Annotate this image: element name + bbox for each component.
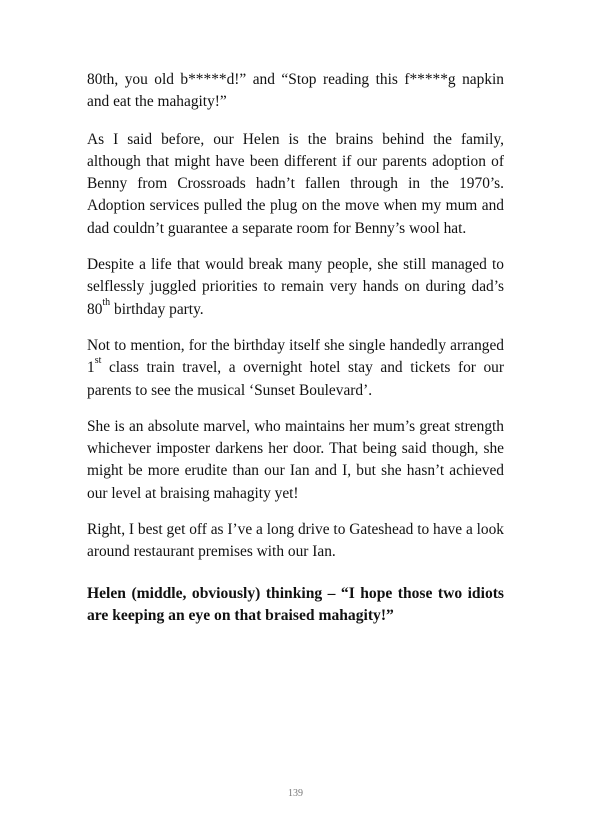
paragraph-5: She is an absolute marvel, who maintains her mum’s great strength whichever imposter darkens her door. That being said though, she might be more erudite than our Ian and I, but she hasn’t achieved our level at braising mahagity yet!: [87, 417, 504, 502]
ordinal-superscript: th: [102, 296, 111, 308]
ordinal-superscript: st: [94, 355, 102, 367]
paragraph-3-text-start: Despite a life that would break many people, she still managed to selflessly juggled priorities to remain very hands on during dad’s 80: [87, 256, 504, 318]
caption-paragraph: Helen (middle, obviously) thinking – “I hope those two idiots are keeping an eye on that braised mahagity!”: [87, 584, 504, 624]
paragraph-4-text-end: class train travel, a overnight hotel stay and tickets for our parents to see the musical ‘Sunset Boulevard’.: [87, 359, 504, 399]
paragraph-3: [87, 254, 504, 321]
page-number: 139: [288, 788, 303, 799]
paragraph-6: Right, I best get off as I’ve a long drive to Gateshead to have a look around restaurant premises with our Ian.: [87, 521, 504, 561]
paragraph-4-text-start: Not to mention, for the birthday itself she single handedly arranged 1: [87, 336, 504, 377]
page-body: [87, 69, 504, 641]
paragraph-2: As I said before, our Helen is the brains behind the family, although that might have been different if our parents adoption of Benny from Crossroads hadn’t fallen through in the 1970’s. Adoption services pulled the plug on the move when my mum and dad couldn’t guarantee a separate room for Benny’s wool hat.: [87, 130, 504, 237]
paragraph-4: [87, 335, 504, 402]
paragraph-1: 80th, you old b*****d!” and “Stop reading this f*****g napkin and eat the mahagity!”: [87, 71, 504, 111]
paragraph-3-text-end: birthday party.: [110, 300, 204, 318]
